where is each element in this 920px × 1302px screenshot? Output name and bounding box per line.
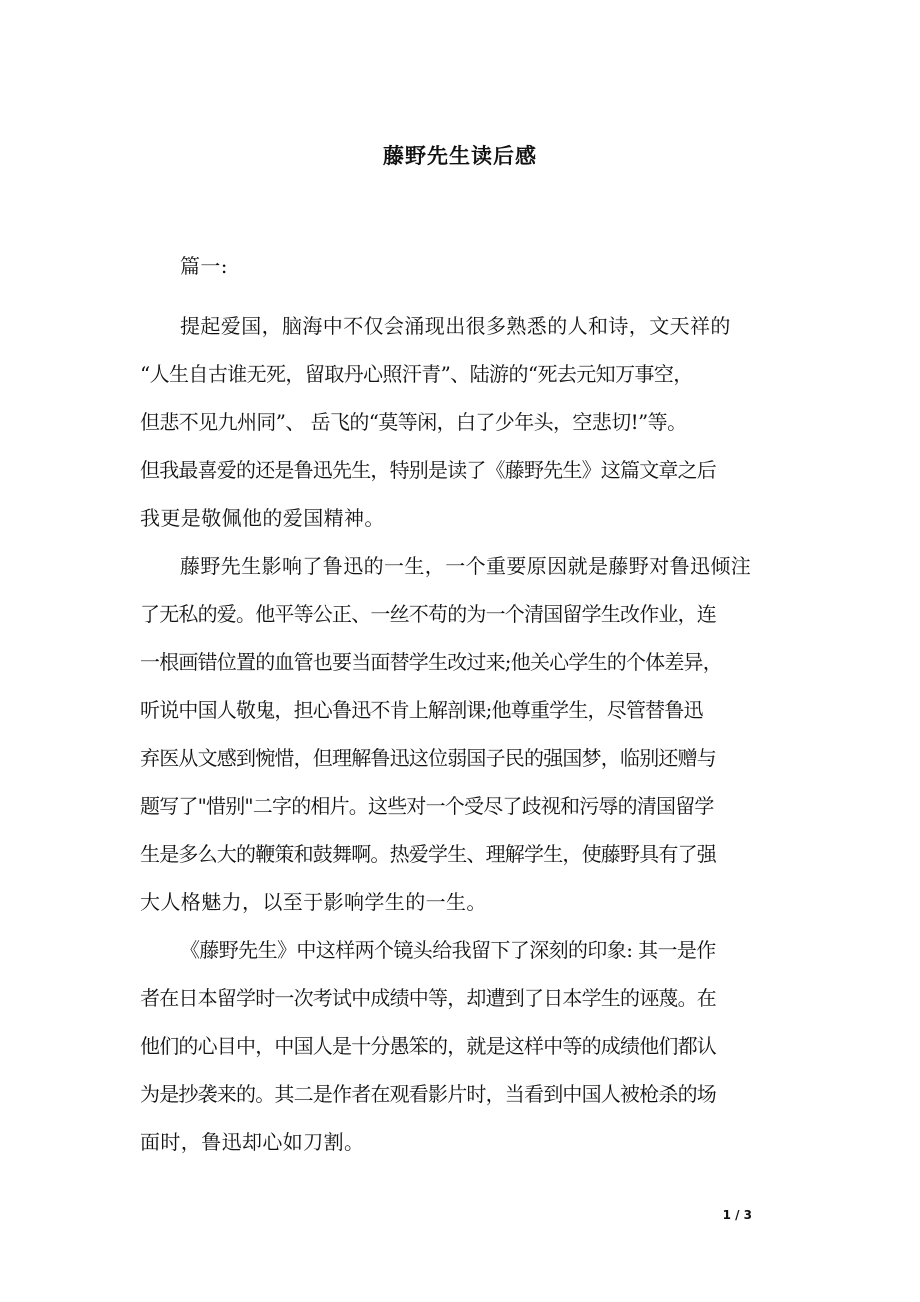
- section-label: 篇一:: [180, 254, 228, 278]
- paragraph-line: 但悲不见九州同”、 岳飞的“莫等闲，白了少年头，空悲切!”等。: [140, 410, 687, 434]
- paragraph-line: 提起爱国，脑海中不仅会涌现出很多熟悉的人和诗，文天祥的: [180, 314, 731, 338]
- paragraph-line: 藤野先生影响了鲁迅的一生，一个重要原因就是藤野对鲁迅倾注: [180, 554, 752, 578]
- paragraph-1: [140, 302, 780, 542]
- paragraph-line: 听说中国人敬鬼，担心鲁迅不肯上解剖课;他尊重学生，尽管替鲁迅: [140, 698, 703, 722]
- paragraph-line: 一根画错位置的血管也要当面替学生改过来;他关心学生的个体差异，: [140, 650, 722, 674]
- paragraph-line: 他们的心目中，中国人是十分愚笨的，就是这样中等的成绩他们都认: [140, 1034, 716, 1058]
- paragraph-line: 为是抄袭来的。其二是作者在观看影片时，当看到中国人被枪杀的场: [140, 1082, 716, 1106]
- document-body: [140, 254, 780, 1166]
- paragraph-line: “人生自古谁无死，留取丹心照汗青”、陆游的“死去元知万事空，: [140, 362, 693, 386]
- paragraph-line: 题写了"惜别"二字的相片。这些对一个受尽了歧视和污辱的清国留学: [140, 794, 714, 818]
- paragraph-line: 弃医从文感到惋惜，但理解鲁迅这位弱国子民的强国梦，临别还赠与: [140, 746, 716, 770]
- paragraph-line: 生是多么大的鞭策和鼓舞啊。热爱学生、理解学生，使藤野具有了强: [140, 842, 716, 866]
- document-title: 藤野先生读后感: [383, 144, 537, 168]
- page-number: 1 / 3: [722, 1208, 752, 1222]
- paragraph-line: 面时，鲁迅却心如刀割。: [140, 1130, 365, 1154]
- paragraph-line: 《藤野先生》中这样两个镜头给我留下了深刻的印象: 其一是作: [180, 938, 716, 962]
- paragraph-2: [140, 542, 780, 926]
- paragraph-line: 者在日本留学时一次考试中成绩中等，却遭到了日本学生的诬蔑。在: [140, 986, 716, 1010]
- paragraph-line: 我更是敬佩他的爱国精神。: [140, 506, 385, 530]
- paragraph-line: 了无私的爱。他平等公正、一丝不苟的为一个清国留学生改作业，连: [140, 602, 716, 626]
- paragraph-line: 大人格魅力，以至于影响学生的一生。: [140, 890, 487, 914]
- paragraph-3: [140, 926, 780, 1166]
- paragraph-line: 但我最喜爱的还是鲁迅先生，特别是读了《藤野先生》这篇文章之后: [140, 458, 716, 482]
